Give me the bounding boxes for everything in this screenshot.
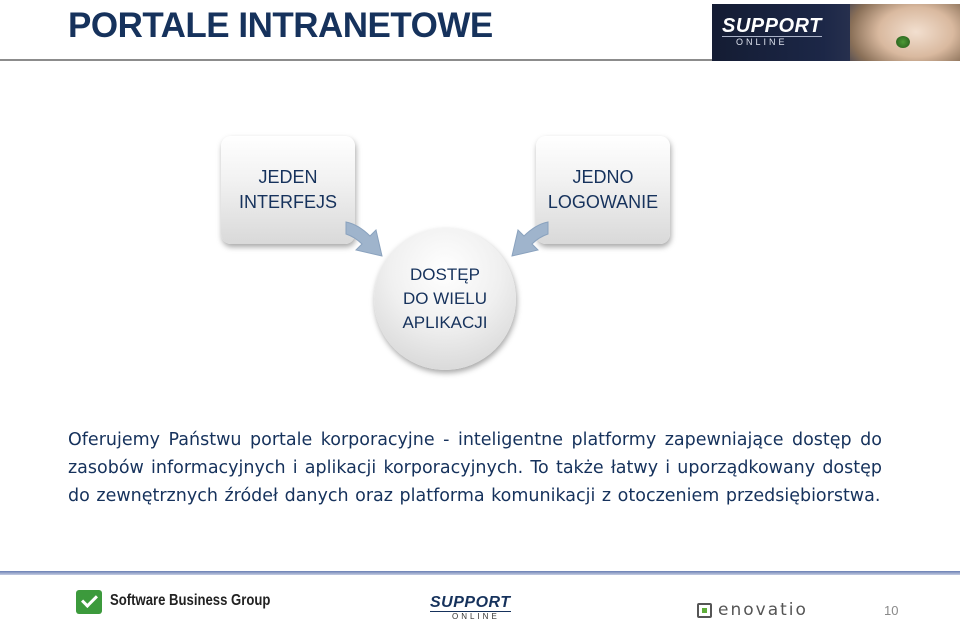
sbg-logo-text: Software Business Group	[110, 592, 271, 609]
support-online-logo	[722, 16, 822, 48]
enovatio-mark-icon	[697, 603, 712, 618]
circle-dostep-do-wielu-aplikacji	[374, 228, 516, 370]
slide-title: PORTALE INTRANETOWE	[68, 6, 493, 45]
seedling-image	[896, 36, 910, 48]
title-divider	[0, 59, 712, 61]
checkmark-icon	[76, 590, 102, 614]
arrow-left-to-center	[340, 210, 390, 266]
hands-image	[850, 4, 960, 61]
logo-text-online: ONLINE	[722, 36, 822, 48]
footer-divider	[0, 571, 960, 575]
box-jedno-logowanie	[536, 136, 670, 244]
support-online-banner	[712, 4, 960, 61]
box-jeden-interfejs	[221, 136, 355, 244]
box-left-label: JEDEN INTERFEJS	[238, 167, 337, 212]
footer-logo-text-support: SUPPORT	[430, 594, 511, 611]
arrow-right-to-center	[504, 210, 554, 266]
box-right-label: JEDNO LOGOWANIE	[547, 167, 659, 212]
footer-support-online-logo	[430, 595, 511, 622]
page-number: 10	[884, 603, 899, 618]
circle-label: DOSTĘP DO WIELU APLIKACJI	[402, 265, 488, 332]
enovatio-logo-text: enovatio	[718, 600, 808, 620]
body-paragraph: Oferujemy Państwu portale korporacyjne - inteligentne platformy zapewniające dostęp do zasobów informacyjnych i aplikacji korporacyjnych. To także łatwy i uporządkowany dostęp do zewnętrznych źródeł danych oraz platforma komunikacji z otoczeniem przedsiębiorstwa.	[68, 430, 882, 506]
enovatio-logo	[697, 600, 808, 620]
footer-logo-text-online: ONLINE	[430, 611, 511, 622]
logo-text-support: SUPPORT	[722, 15, 822, 37]
